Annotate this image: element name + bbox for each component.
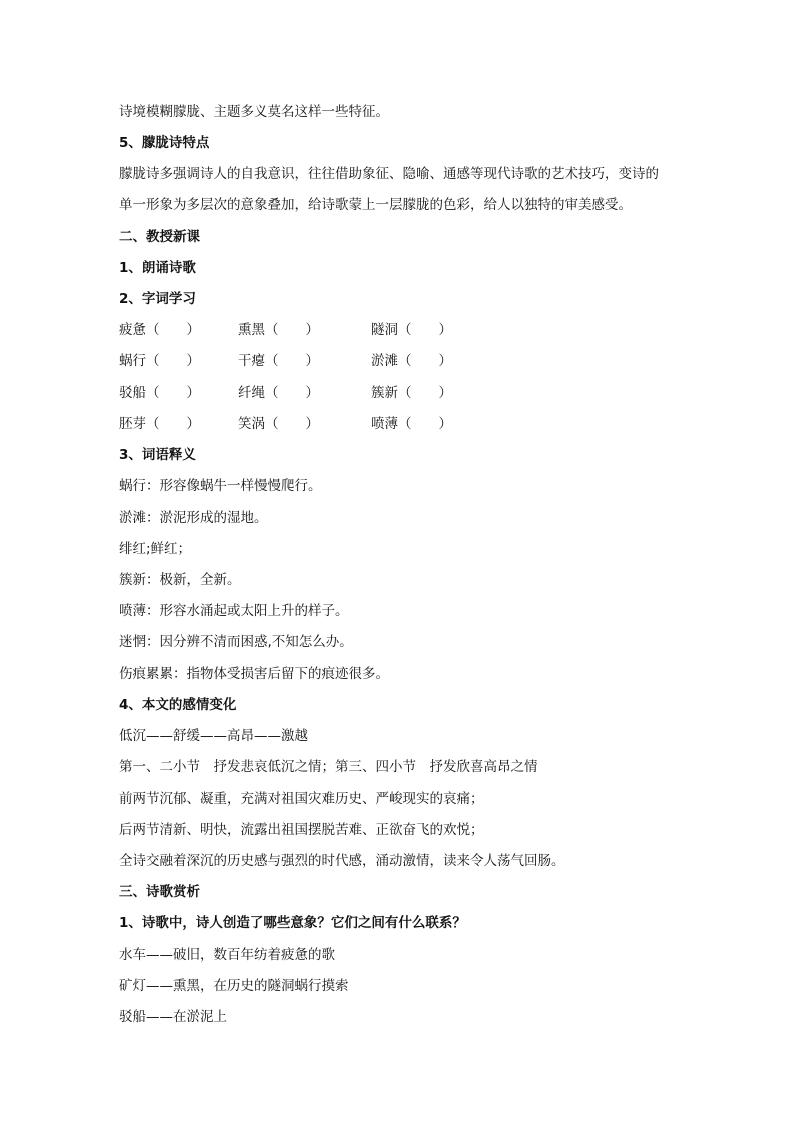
- word-item: 笑涡（ ）: [238, 416, 319, 432]
- imagery-line: 驳船——在淤泥上: [119, 1009, 227, 1025]
- heading-recite: 1、朗诵诗歌: [119, 260, 196, 276]
- word-item: 胚芽（ ）: [119, 416, 200, 432]
- heading-section-2: 二、教授新课: [119, 229, 200, 245]
- heading-word-study: 2、字词学习: [119, 291, 196, 307]
- emotion-line: 低沉——舒缓——高昂——激越: [119, 728, 308, 744]
- heading-section-3: 三、诗歌赏析: [119, 884, 200, 900]
- word-item: 簇新（ ）: [371, 385, 452, 401]
- definition-item: 伤痕累累：指物体受损害后留下的痕迹很多。: [119, 666, 389, 682]
- definition-item: 蜗行：形容像蜗牛一样慢慢爬行。: [119, 478, 322, 494]
- menglong-paragraph-line2: 单一形象为多层次的意象叠加，给诗歌蒙上一层朦胧的色彩，给人以独特的审美感受。: [119, 197, 632, 213]
- heading-emotion-change: 4、本文的感情变化: [119, 697, 237, 713]
- heading-menglong-features: 5、朦胧诗特点: [119, 135, 210, 151]
- imagery-line: 水车——破旧，数百年纺着疲惫的歌: [119, 947, 335, 963]
- definition-item: 簇新：极新，全新。: [119, 572, 241, 588]
- emotion-line: 后两节清新、明快，流露出祖国摆脱苦难、正欲奋飞的欢悦；: [119, 822, 484, 838]
- definition-item: 淤滩：淤泥形成的湿地。: [119, 510, 268, 526]
- intro-tail-paragraph: 诗境模糊朦胧、主题多义莫名这样一些特征。: [119, 104, 389, 120]
- word-item: 隧洞（ ）: [371, 322, 452, 338]
- word-item: 熏黑（ ）: [238, 322, 319, 338]
- emotion-line: 全诗交融着深沉的历史感与强烈的时代感，涌动激情，读来令人荡气回肠。: [119, 853, 565, 869]
- menglong-paragraph-line1: 朦胧诗多强调诗人的自我意识，往往借助象征、隐喻、通感等现代诗歌的艺术技巧，变诗的: [119, 166, 659, 182]
- word-item: 疲惫（ ）: [119, 322, 200, 338]
- word-item: 淤滩（ ）: [371, 353, 452, 369]
- heading-definitions: 3、词语释义: [119, 447, 196, 463]
- word-item: 蜗行（ ）: [119, 353, 200, 369]
- definition-item: 迷惘：因分辨不清而困惑,不知怎么办。: [119, 634, 353, 650]
- word-item: 驳船（ ）: [119, 385, 200, 401]
- word-item: 干瘪（ ）: [238, 353, 319, 369]
- definition-item: 绯红;鲜红；: [119, 541, 192, 557]
- definition-item: 喷薄：形容水涌起或太阳上升的样子。: [119, 603, 349, 619]
- emotion-line: 第一、二小节 抒发悲哀低沉之情；第三、四小节 抒发欣喜高昂之情: [119, 759, 538, 775]
- imagery-line: 矿灯——熏黑，在历史的隧洞蜗行摸索: [119, 978, 349, 994]
- word-item: 喷薄（ ）: [371, 416, 452, 432]
- word-item: 纤绳（ ）: [238, 385, 319, 401]
- question-1: 1、诗歌中，诗人创造了哪些意象？它们之间有什么联系？: [119, 915, 466, 931]
- emotion-line: 前两节沉郁、凝重，充满对祖国灾难历史、严峻现实的哀痛；: [119, 791, 484, 807]
